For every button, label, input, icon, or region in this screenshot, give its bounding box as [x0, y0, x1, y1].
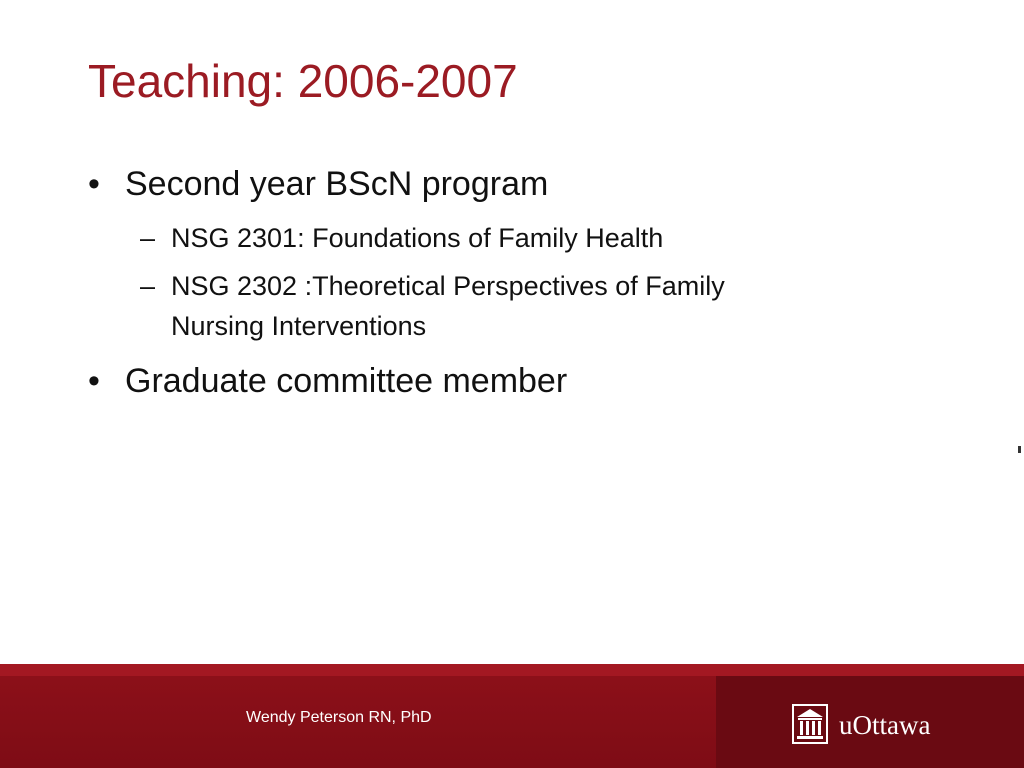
university-logo-text: uOttawa — [839, 710, 931, 740]
sub-bullet-marker: – — [140, 223, 156, 253]
stray-mark — [1018, 446, 1021, 453]
bullet-text: Second year BScN program — [125, 165, 549, 203]
university-building-icon — [792, 704, 828, 744]
sub-bullet-text: Nursing Interventions — [171, 311, 427, 341]
sub-bullet-item — [140, 218, 664, 258]
bullet-text: Graduate committee member — [125, 362, 568, 400]
footer-top-stripe — [0, 664, 1024, 676]
bullet-marker: • — [88, 362, 100, 400]
sub-bullet-text: NSG 2301: Foundations of Family Health — [171, 223, 664, 253]
sub-bullet-continuation — [171, 306, 426, 346]
bullet-item — [88, 361, 568, 401]
bullet-item — [88, 164, 549, 204]
slide-title: Teaching: 2006-2007 — [88, 55, 518, 107]
presenter-name: Wendy Peterson RN, PhD — [246, 709, 432, 726]
sub-bullet-item — [140, 266, 725, 306]
bullet-marker: • — [88, 165, 100, 203]
sub-bullet-text: NSG 2302 :Theoretical Perspectives of Family — [171, 271, 725, 301]
sub-bullet-marker: – — [140, 271, 156, 301]
